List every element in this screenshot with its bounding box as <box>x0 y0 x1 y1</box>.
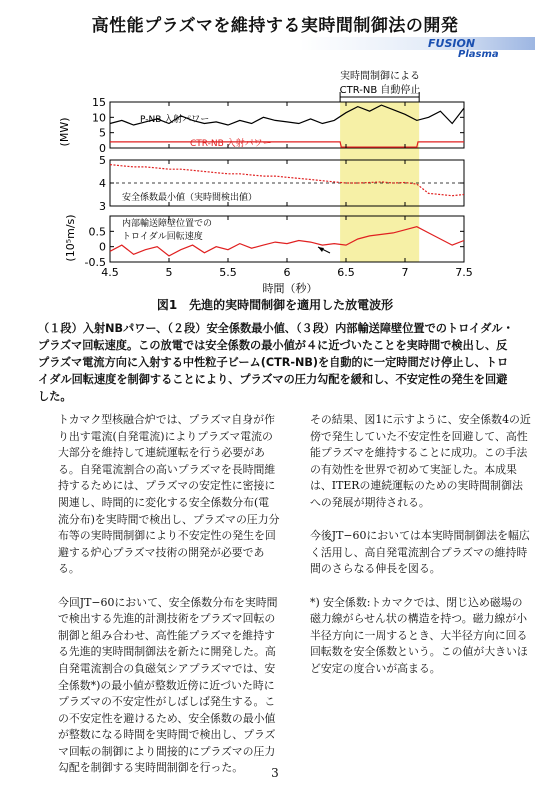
body-left-column <box>58 412 280 794</box>
body-paragraph: トカマク型核融合炉では、プラズマ自身が作り出す電流(自発電流)によりプラズマ電流の大部分を維持して連続運転を行う必要がある。自発電流割合の高いプラズマを長時間維持するためには、プラズマの安定性に密接に関連し、時間的に変化する安全係数分布(電流分布)を実時間で検出し、プラズマの圧力分布等の実時間制御により不安定性の発生を回避する炉心プラズマ技術の開発が必要である。 <box>58 413 280 576</box>
page-number: 3 <box>271 766 279 780</box>
fusion-banner <box>300 35 535 61</box>
x-tick-label: 7.5 <box>455 266 473 279</box>
x-tick-label: 6.5 <box>337 266 355 279</box>
y-tick-label: 10 <box>92 111 106 125</box>
body-paragraph: 今後JT−60においては本実時間制御法を幅広く活用し、高自発電流割合プラズマの維持時間のさらなる伸長を図る。 <box>310 529 530 576</box>
y-tick-label: 0 <box>99 240 106 254</box>
figure-summary: （１段）入射NBパワー、（２段）安全係数最小値、（３段）内部輸送障壁位置でのトロイダル・プラズマ回転速度。この放電では安全係数の最小値が４に近づいたことを実時間で検出し、反プラズマ電流方向に入射する中性粒子ビーム(CTR-NB)を自動的に一定時間だけ停止し、トロイダル回転速度を制御することにより、プラズマの圧力勾配を緩和し、不安定性の発生を回避した。 <box>38 322 514 403</box>
annotation-top: 実時間制御による <box>340 71 420 82</box>
y-tick-label: 4 <box>99 177 106 190</box>
figure-caption: 図1 先進的実時間制御を適用した放電波形 <box>156 298 394 312</box>
x-tick-label: 5 <box>165 266 173 279</box>
x-tick-label: 4.5 <box>101 266 119 279</box>
x-tick-label: 7 <box>401 266 409 279</box>
discharge-waveform-chart <box>60 66 480 298</box>
body-paragraph: その結果、図1に示すように、安全係数4の近傍で発生していた不安定性を回避して、高性能プラズマを維持することに成功。この手法の有効性を世界で初めて実証した。本成果は、ITERの連続運転のための実時間制御法への発展が期待される。 <box>310 413 531 509</box>
fusion-label: FUSION <box>428 37 476 50</box>
rotation-axis-label: (10⁵m/s) <box>64 214 77 262</box>
page-title: 高性能プラズマを維持する実時間制御法の開発 <box>91 16 459 36</box>
annotation-bottom: CTR-NB 自動停止 <box>339 85 421 96</box>
safety-factor-series-label: 安全係数最小値（実時間検出値） <box>122 193 258 203</box>
y-tick-label: 0.5 <box>88 225 106 239</box>
y-tick-label: 3 <box>99 200 106 213</box>
body-right-column <box>310 412 531 694</box>
y-tick-label: 5 <box>99 154 106 167</box>
y-tick-label: 5 <box>99 126 106 140</box>
ctrnb-series-label: CTR-NB 入射パワー <box>190 139 272 149</box>
y-tick-label: -0.5 <box>84 256 106 269</box>
x-tick-label: 5.5 <box>219 266 237 279</box>
rotation-arrowhead <box>318 247 324 252</box>
plasma-label: Plasma <box>458 49 499 60</box>
footnote: *) 安全係数:トカマクでは、閉じ込め磁場の磁力線がらせん状の構造を持つ。磁力線が小半径方向に一周するとき、大半径方向に回る回転数を安全係数という。この値が大きいほど安定の度合いが高まる。 <box>310 595 528 675</box>
y-tick-label: 15 <box>92 96 106 109</box>
y-tick-label: 0 <box>99 142 106 155</box>
time-axis-label: 時間（秒） <box>262 282 318 295</box>
pnb-series-label: P-NB 入射パワー <box>140 115 210 125</box>
body-paragraph: 今回JT−60において、安全係数分布を実時間で検出する先進的計測技術をプラズマ回転の制御と組み合わせ、高性能プラズマを維持する先進的実時間制御法を新たに開発した。高自発電流割合の負磁気シアプラズマでは、安全係数*)の最小値が整数近傍に近づいた時にプラズマの不安定性がしばしば発生する。この不安定性を避けるため、安全係数の最小値が整数になる時間を実時間で検出し、プラズマ回転の制御により間接的にプラズマの圧力勾配を制御する実時間制御を行った。 <box>58 595 278 775</box>
power-axis-label: (MW) <box>58 117 71 147</box>
x-tick-label: 6 <box>283 266 291 279</box>
rotation-series-label: 内部輸送障壁位置での トロイダル回転速度 <box>122 219 213 242</box>
